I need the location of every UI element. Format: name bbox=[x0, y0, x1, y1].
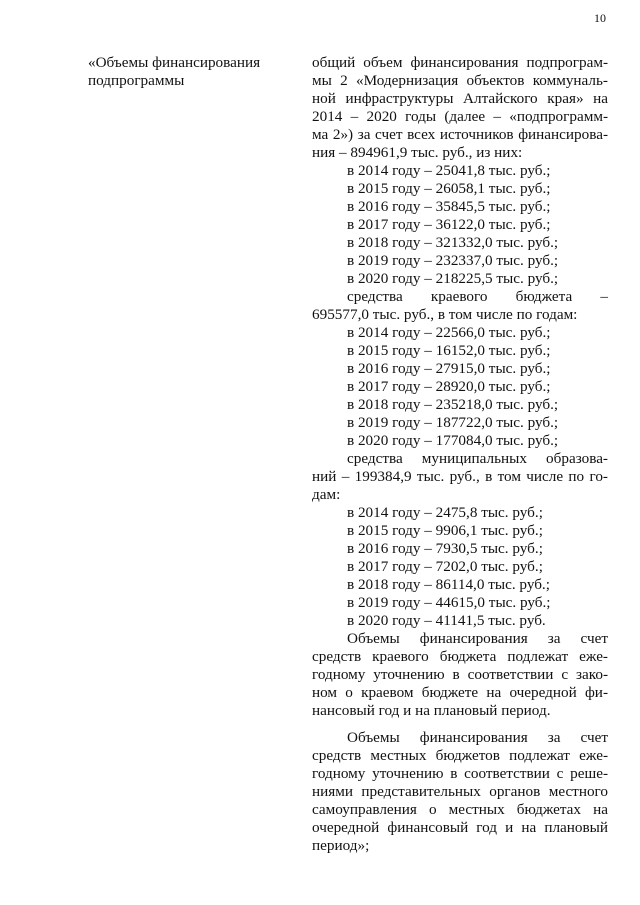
text-line: средства краевого бюджета – bbox=[347, 288, 608, 305]
year-amount: в 2016 году – 35845,5 тыс. руб.; bbox=[347, 198, 551, 215]
text-line: ний – 199384,9 тыс. руб., в том числе по го- bbox=[312, 468, 608, 485]
year-amount: в 2014 году – 2475,8 тыс. руб.; bbox=[347, 504, 543, 521]
text-line: годному уточнению в соответствии с реше- bbox=[312, 765, 608, 782]
text-line: общий объем финансирования подпрограм- bbox=[312, 54, 608, 71]
text-line: ной инфраструктуры Алтайского края» на bbox=[312, 90, 608, 107]
year-amount: в 2015 году – 16152,0 тыс. руб.; bbox=[347, 342, 551, 359]
text-line: 695577,0 тыс. руб., в том числе по годам: bbox=[312, 306, 578, 323]
year-amount: в 2018 году – 321332,0 тыс. руб.; bbox=[347, 234, 559, 251]
text-line: ния – 894961,9 тыс. руб., из них: bbox=[312, 144, 523, 161]
year-amount: в 2014 году – 25041,8 тыс. руб.; bbox=[347, 162, 551, 179]
year-amount: в 2015 году – 26058,1 тыс. руб.; bbox=[347, 180, 551, 197]
year-amount: в 2018 году – 86114,0 тыс. руб.; bbox=[347, 576, 550, 593]
text-line: ниями представительных органов местного bbox=[312, 783, 608, 800]
intro-paragraph bbox=[312, 54, 608, 162]
text-line: средств краевого бюджета подлежат еже- bbox=[312, 648, 608, 665]
section-label bbox=[88, 54, 288, 90]
year-amount: в 2018 году – 235218,0 тыс. руб.; bbox=[347, 396, 559, 413]
municipal-by-year-list bbox=[312, 504, 608, 630]
page-number: 10 bbox=[594, 11, 606, 25]
year-amount: в 2017 году – 36122,0 тыс. руб.; bbox=[347, 216, 551, 233]
year-amount: в 2019 году – 232337,0 тыс. руб.; bbox=[347, 252, 559, 269]
text-line: самоуправления о местных бюджетах на bbox=[312, 801, 608, 818]
section-label-line: «Объемы финансирования bbox=[88, 54, 261, 71]
year-amount: в 2016 году – 7930,5 тыс. руб.; bbox=[347, 540, 543, 557]
regional-budget-heading bbox=[312, 288, 608, 324]
text-line: Объемы финансирования за счет bbox=[347, 729, 608, 746]
total-by-year-list bbox=[312, 162, 608, 288]
year-amount: в 2015 году – 9906,1 тыс. руб.; bbox=[347, 522, 543, 539]
text-line: годному уточнению в соответствии с зако- bbox=[312, 666, 608, 683]
text-line: мы 2 «Модернизация объектов коммуналь- bbox=[312, 72, 608, 89]
year-amount: в 2014 году – 22566,0 тыс. руб.; bbox=[347, 324, 551, 341]
text-line: период»; bbox=[312, 837, 370, 854]
year-amount: в 2017 году – 7202,0 тыс. руб.; bbox=[347, 558, 543, 575]
year-amount: в 2020 году – 218225,5 тыс. руб.; bbox=[347, 270, 559, 287]
year-amount: в 2016 году – 27915,0 тыс. руб.; bbox=[347, 360, 551, 377]
text-line: дам: bbox=[312, 486, 341, 503]
year-amount: в 2019 году – 187722,0 тыс. руб.; bbox=[347, 414, 559, 431]
municipal-funds-heading bbox=[312, 450, 608, 504]
year-amount: в 2020 году – 177084,0 тыс. руб.; bbox=[347, 432, 559, 449]
regional-budget-note bbox=[312, 630, 608, 720]
regional-by-year-list bbox=[312, 324, 608, 450]
text-line: средства муниципальных образова- bbox=[347, 450, 608, 467]
text-line: ма 2») за счет всех источников финансирова- bbox=[312, 126, 608, 143]
text-line: 2014 – 2020 годы (далее – «подпрограмм- bbox=[312, 108, 608, 125]
section-content bbox=[312, 54, 608, 855]
text-line: нансовый год и на плановый период. bbox=[312, 702, 551, 719]
year-amount: в 2019 году – 44615,0 тыс. руб.; bbox=[347, 594, 551, 611]
text-line: Объемы финансирования за счет bbox=[347, 630, 608, 647]
year-amount: в 2017 году – 28920,0 тыс. руб.; bbox=[347, 378, 551, 395]
year-amount: в 2020 году – 41141,5 тыс. руб. bbox=[347, 612, 546, 629]
text-line: ном о краевом бюджете на очередной фи- bbox=[312, 684, 608, 701]
text-line: очередной финансовый год и на плановый bbox=[312, 819, 608, 836]
text-line: средств местных бюджетов подлежат еже- bbox=[312, 747, 608, 764]
local-budget-note bbox=[312, 729, 608, 855]
section-label-line: подпрограммы bbox=[88, 72, 185, 89]
